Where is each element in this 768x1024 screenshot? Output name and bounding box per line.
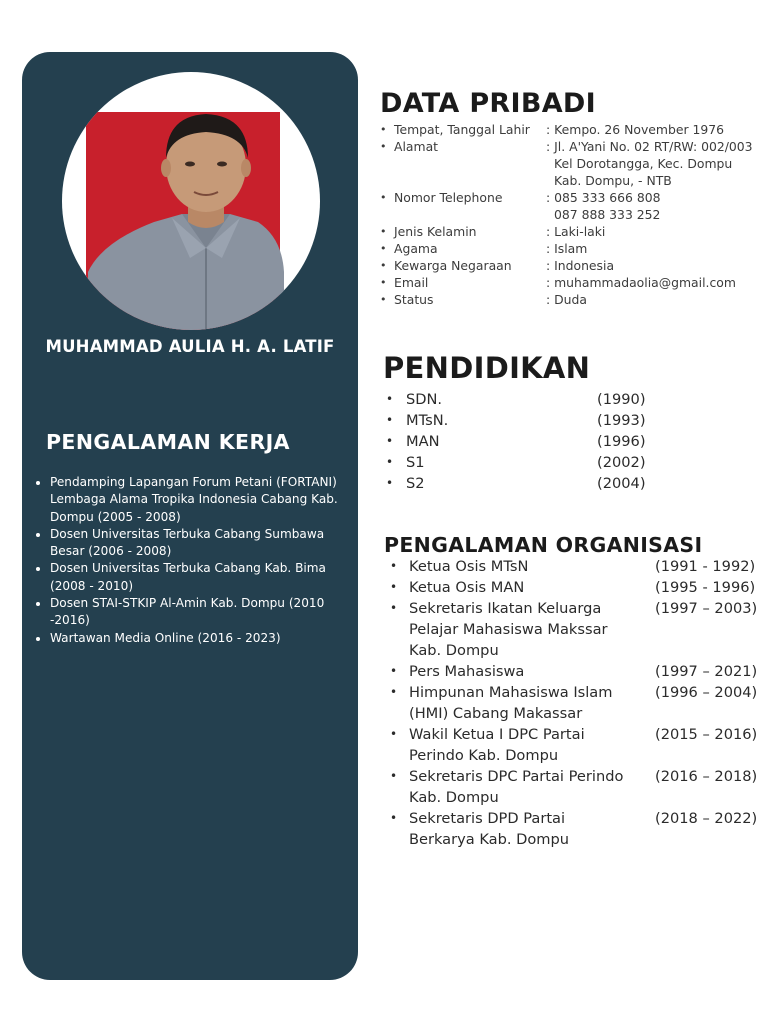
organization-heading: PENGALAMAN ORGANISASI [384, 533, 703, 557]
organization-item [390, 598, 762, 661]
organization-years: (2015 – 2016) [655, 726, 758, 743]
bullet-icon: • [380, 259, 387, 272]
organization-role [409, 724, 655, 766]
education-year: (1990) [597, 391, 646, 408]
organization-list [390, 556, 762, 850]
organization-role-line: (HMI) Cabang Makassar [409, 705, 583, 722]
bullet-icon: • [390, 601, 398, 615]
organization-role-line: Sekretaris Ikatan Keluarga [409, 600, 602, 617]
work-experience-heading: PENGALAMAN KERJA [46, 430, 290, 454]
education-year: (1996) [597, 433, 646, 450]
organization-role [409, 598, 655, 661]
organization-item [390, 766, 762, 808]
organization-role-line: Ketua Osis MTsN [409, 558, 529, 575]
education-year: (2004) [597, 475, 646, 492]
work-item: • Dosen Universitas Terbuka Cabang Kab. Bima (2008 - 2010) [50, 560, 362, 595]
personal-row [380, 240, 765, 257]
work-item: • Pendamping Lapangan Forum Petani (FORTANI) Lembaga Alama Tropika Indonesia Cabang Kab. Dompu (2005 - 2008) [50, 474, 362, 526]
personal-row [380, 223, 765, 240]
organization-item [390, 556, 762, 577]
personal-data-list [380, 121, 765, 308]
organization-role-line: Sekretaris DPC Partai Perindo [409, 768, 624, 785]
personal-row [380, 138, 765, 155]
bullet-icon: • [390, 580, 398, 594]
organization-role-line: Ketua Osis MAN [409, 579, 525, 596]
organization-role-line: Berkarya Kab. Dompu [409, 831, 570, 848]
education-item [386, 473, 666, 494]
organization-years: (2016 – 2018) [655, 768, 758, 785]
organization-years: (1995 - 1996) [655, 579, 756, 596]
bullet-icon: • [380, 242, 387, 255]
bullet-icon: • [380, 225, 387, 238]
personal-row [380, 257, 765, 274]
organization-years: (2018 – 2022) [655, 810, 758, 827]
organization-item [390, 808, 762, 850]
profile-photo [62, 72, 320, 330]
work-experience-list [36, 474, 362, 647]
bullet-icon: • [380, 276, 387, 289]
personal-label: Status [394, 292, 434, 307]
education-level: S2 [406, 475, 425, 492]
personal-value: : Islam [546, 241, 588, 256]
person-name: MUHAMMAD AULIA H. A. LATIF [45, 337, 335, 356]
personal-row [380, 291, 765, 308]
bullet-icon: • [386, 413, 394, 427]
personal-value: : Indonesia [546, 258, 615, 273]
organization-role [409, 808, 655, 850]
personal-label: Alamat [394, 139, 439, 154]
personal-label: Nomor Telephone [394, 190, 503, 205]
education-level: MAN [406, 433, 440, 450]
personal-row [380, 189, 765, 206]
bullet-icon: • [386, 392, 394, 406]
bullet-icon: • [390, 769, 398, 783]
organization-role-line: Sekretaris DPD Partai [409, 810, 566, 827]
education-item [386, 389, 666, 410]
organization-role-line: Perindo Kab. Dompu [409, 747, 559, 764]
organization-years: (1997 – 2021) [655, 663, 758, 680]
work-item: • Dosen STAI-STKIP Al-Amin Kab. Dompu (2010 -2016) [50, 595, 362, 630]
personal-label: Jenis Kelamin [394, 224, 477, 239]
bullet-icon: • [386, 476, 394, 490]
education-list [386, 389, 666, 494]
personal-value: : 085 333 666 808 [546, 190, 661, 205]
bullet-icon: • [390, 664, 398, 678]
organization-role [409, 682, 655, 724]
bullet-icon: • [390, 727, 398, 741]
education-item [386, 431, 666, 452]
organization-role-line: Himpunan Mahasiswa Islam [409, 684, 613, 701]
sidebar-panel [22, 52, 358, 980]
bullet-icon: • [380, 191, 387, 204]
personal-label: Agama [394, 241, 438, 256]
personal-label: Kewarga Negaraan [394, 258, 512, 273]
bullet-icon: • [380, 123, 387, 136]
personal-row [380, 274, 765, 291]
work-item: • Dosen Universitas Terbuka Cabang Sumbawa Besar (2006 - 2008) [50, 526, 362, 561]
education-level: SDN. [406, 391, 443, 408]
personal-value: : Kempo. 26 November 1976 [546, 122, 725, 137]
education-item [386, 410, 666, 431]
organization-item [390, 682, 762, 724]
organization-role-line: Pelajar Mahasiswa Makssar [409, 621, 608, 638]
personal-value: : Duda [546, 292, 587, 307]
bullet-icon: • [386, 434, 394, 448]
organization-item [390, 577, 762, 598]
education-year: (1993) [597, 412, 646, 429]
organization-role-line: Kab. Dompu [409, 642, 499, 659]
work-item: • Wartawan Media Online (2016 - 2023) [50, 630, 362, 647]
organization-role [409, 766, 655, 808]
bullet-icon: • [390, 811, 398, 825]
personal-label: Tempat, Tanggal Lahir [394, 122, 530, 137]
personal-value-continued: Kel Dorotangga, Kec. Dompu [554, 156, 733, 171]
bullet-icon: • [390, 559, 398, 573]
organization-role-line: Kab. Dompu [409, 789, 499, 806]
education-item [386, 452, 666, 473]
education-level: MTsN. [406, 412, 449, 429]
portrait-image [62, 72, 320, 330]
personal-row [380, 121, 765, 138]
personal-value: : muhammadaolia@gmail.com [546, 275, 736, 290]
organization-item [390, 724, 762, 766]
personal-value: : Laki-laki [546, 224, 606, 239]
personal-value-continued: 087 888 333 252 [554, 207, 661, 222]
bullet-icon: • [386, 455, 394, 469]
organization-role [409, 661, 655, 682]
education-year: (2002) [597, 454, 646, 471]
organization-item [390, 661, 762, 682]
organization-years: (1996 – 2004) [655, 684, 758, 701]
bullet-icon: • [390, 685, 398, 699]
personal-value-continued: Kab. Dompu, - NTB [554, 173, 672, 188]
organization-role [409, 577, 655, 598]
bullet-icon: • [380, 293, 387, 306]
organization-role-line: Pers Mahasiswa [409, 663, 525, 680]
education-heading: PENDIDIKAN [383, 351, 591, 385]
organization-role-line: Wakil Ketua I DPC Partai [409, 726, 585, 743]
education-level: S1 [406, 454, 425, 471]
bullet-icon: • [380, 140, 387, 153]
organization-role [409, 556, 655, 577]
organization-years: (1997 – 2003) [655, 600, 758, 617]
personal-value: : Jl. A'Yani No. 02 RT/RW: 002/003 [546, 139, 753, 154]
personal-label: Email [394, 275, 429, 290]
personal-data-heading: DATA PRIBADI [380, 88, 596, 119]
organization-years: (1991 - 1992) [655, 558, 756, 575]
